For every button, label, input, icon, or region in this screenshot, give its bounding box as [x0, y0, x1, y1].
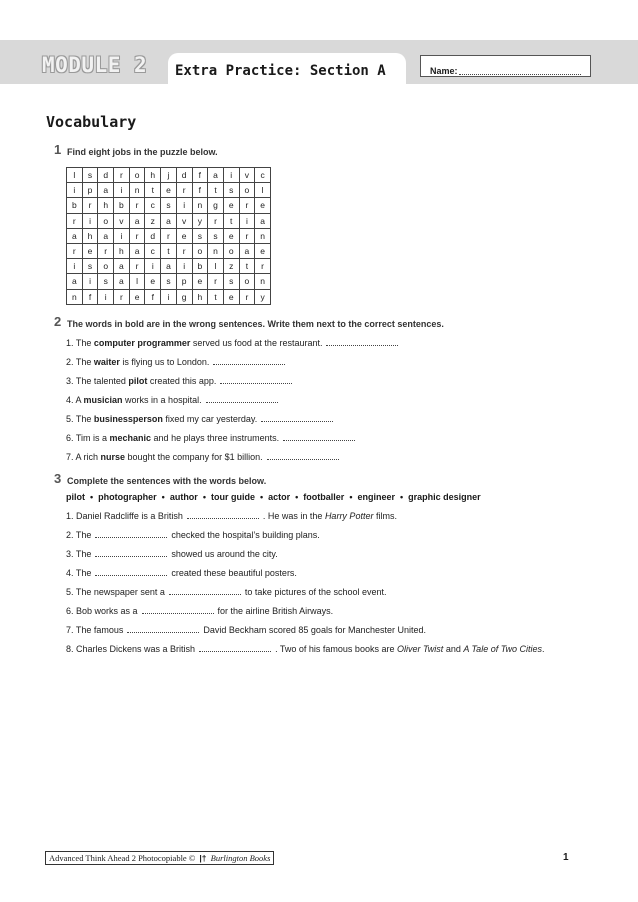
section-title: Extra Practice: Section A [175, 63, 386, 79]
grid-cell[interactable]: f [145, 289, 161, 304]
item-text: The [75, 549, 92, 559]
grid-cell[interactable]: v [176, 213, 192, 228]
item-text: films. [373, 511, 397, 521]
grid-cell[interactable]: a [67, 228, 83, 243]
grid-cell[interactable]: n [67, 289, 83, 304]
grid-cell[interactable]: s [82, 259, 98, 274]
item-text: The [75, 530, 92, 540]
grid-cell[interactable]: b [67, 198, 83, 213]
grid-row [67, 183, 271, 198]
grid-cell[interactable]: n [192, 198, 208, 213]
grid-cell[interactable]: a [129, 213, 145, 228]
word-bank-item: pilot [66, 492, 85, 502]
grid-cell[interactable]: f [192, 168, 208, 183]
exercise-3-item [66, 587, 387, 597]
grid-cell[interactable]: s [161, 198, 177, 213]
word-bank-item: footballer [303, 492, 345, 502]
grid-cell[interactable]: a [98, 228, 114, 243]
grid-cell[interactable]: r [208, 274, 224, 289]
item-text: The [75, 414, 94, 424]
item-text: The talented [75, 376, 129, 386]
grid-cell[interactable]: a [239, 243, 255, 258]
item-number: 1. [66, 338, 76, 348]
grid-cell[interactable]: t [208, 183, 224, 198]
grid-cell[interactable]: r [98, 243, 114, 258]
grid-cell[interactable]: d [176, 168, 192, 183]
grid-cell[interactable]: r [129, 198, 145, 213]
footer-copyright [45, 851, 274, 865]
grid-cell[interactable]: h [145, 168, 161, 183]
grid-cell[interactable]: i [98, 289, 114, 304]
grid-cell[interactable]: r [176, 183, 192, 198]
grid-cell[interactable]: e [129, 289, 145, 304]
grid-row [67, 168, 271, 183]
answer-blank[interactable] [199, 644, 271, 652]
grid-row [67, 259, 271, 274]
answer-blank[interactable] [220, 376, 292, 384]
answer-blank[interactable] [142, 606, 214, 614]
answer-blank[interactable] [206, 395, 278, 403]
exercise-3-item [66, 511, 397, 521]
grid-cell[interactable]: o [129, 168, 145, 183]
grid-cell[interactable]: e [82, 243, 98, 258]
item-text: Bob works as a [76, 606, 138, 616]
vocabulary-heading: Vocabulary [46, 113, 137, 131]
grid-cell[interactable]: l [255, 183, 271, 198]
item-text: created this app. [147, 376, 217, 386]
grid-cell[interactable]: e [223, 289, 239, 304]
bullet-separator: • [399, 492, 404, 502]
grid-cell[interactable]: i [82, 213, 98, 228]
grid-cell[interactable]: s [192, 228, 208, 243]
answer-blank[interactable] [127, 625, 199, 633]
grid-cell[interactable]: z [223, 259, 239, 274]
name-label: Name: [430, 66, 458, 76]
grid-row [67, 243, 271, 258]
grid-cell[interactable]: r [239, 198, 255, 213]
grid-cell[interactable]: a [114, 259, 130, 274]
grid-cell[interactable]: o [98, 213, 114, 228]
item-number: 5. [66, 414, 76, 424]
grid-cell[interactable]: p [82, 183, 98, 198]
grid-cell[interactable]: i [176, 198, 192, 213]
grid-cell[interactable]: l [67, 168, 83, 183]
grid-cell[interactable]: i [223, 168, 239, 183]
bullet-separator: • [295, 492, 299, 502]
item-number: 4. [66, 395, 76, 405]
grid-cell[interactable]: c [145, 198, 161, 213]
word-bank-item: tour guide [210, 492, 255, 502]
grid-cell[interactable]: o [239, 274, 255, 289]
grid-cell[interactable]: l [129, 274, 145, 289]
bold-word: mechanic [109, 433, 152, 443]
grid-cell[interactable]: r [208, 213, 224, 228]
grid-cell[interactable]: r [129, 228, 145, 243]
item-text: created these beautiful posters. [171, 568, 297, 578]
item-text: Charles Dickens was a British [76, 644, 196, 654]
item-text: A rich [75, 452, 101, 462]
grid-cell[interactable]: f [82, 289, 98, 304]
grid-cell[interactable]: t [208, 289, 224, 304]
grid-cell[interactable]: p [176, 274, 192, 289]
answer-blank[interactable] [283, 433, 355, 441]
grid-cell[interactable]: i [67, 183, 83, 198]
grid-cell[interactable]: r [255, 259, 271, 274]
exercise-3-item [66, 625, 426, 635]
grid-cell[interactable]: o [192, 243, 208, 258]
word-bank-item: engineer [357, 492, 395, 502]
answer-blank[interactable] [213, 357, 285, 365]
grid-cell[interactable]: e [192, 274, 208, 289]
answer-blank[interactable] [326, 338, 398, 346]
grid-cell[interactable]: i [114, 183, 130, 198]
bullet-separator: • [161, 492, 165, 502]
item-text: . Two of his famous books are [275, 644, 397, 654]
grid-cell[interactable]: i [67, 259, 83, 274]
grid-cell[interactable]: i [161, 289, 177, 304]
bullet-separator: • [90, 492, 94, 502]
grid-cell[interactable]: i [176, 259, 192, 274]
grid-cell[interactable]: i [82, 274, 98, 289]
bold-word: nurse [100, 452, 126, 462]
item-text: bought the company for $1 billion. [125, 452, 263, 462]
grid-cell[interactable]: r [114, 168, 130, 183]
answer-blank[interactable] [261, 414, 333, 422]
exercise-1-instruction: Find eight jobs in the puzzle below. [67, 147, 218, 157]
grid-cell[interactable]: v [239, 168, 255, 183]
grid-cell[interactable]: s [82, 168, 98, 183]
item-text: Daniel Radcliffe is a British [76, 511, 183, 521]
grid-cell[interactable]: e [223, 198, 239, 213]
italic-title: A Tale of Two Cities [463, 644, 543, 654]
grid-row [67, 289, 271, 304]
item-number: 2. [66, 357, 76, 367]
exercise-2-item [66, 452, 343, 462]
italic-title: Oliver Twist [396, 644, 444, 654]
grid-cell[interactable]: e [255, 243, 271, 258]
grid-cell[interactable]: o [223, 243, 239, 258]
grid-cell[interactable]: o [239, 183, 255, 198]
word-bank-item: photographer [98, 492, 157, 502]
grid-cell[interactable]: g [176, 289, 192, 304]
grid-cell[interactable]: y [192, 213, 208, 228]
grid-cell[interactable]: c [255, 168, 271, 183]
grid-cell[interactable]: r [82, 198, 98, 213]
item-number: 5. [66, 587, 76, 597]
grid-cell[interactable]: i [114, 228, 130, 243]
item-text: . [542, 644, 545, 654]
grid-cell[interactable]: i [239, 213, 255, 228]
item-number: 7. [66, 625, 76, 635]
item-text: fixed my car yesterday. [162, 414, 258, 424]
grid-cell[interactable]: r [129, 259, 145, 274]
exercise-3-instruction: Complete the sentences with the words below. [67, 476, 267, 486]
bullet-separator: • [259, 492, 264, 502]
exercise-3-number: 3 [54, 471, 62, 486]
exercise-2-item [66, 433, 359, 443]
item-text: and he plays three instruments. [151, 433, 280, 443]
exercise-2-item [66, 414, 337, 424]
bold-word: musician [83, 395, 123, 405]
grid-cell[interactable]: s [208, 228, 224, 243]
exercise-3-item [66, 644, 545, 654]
grid-cell[interactable]: e [223, 228, 239, 243]
grid-cell[interactable]: t [145, 183, 161, 198]
grid-cell[interactable]: n [255, 274, 271, 289]
grid-cell[interactable]: t [223, 213, 239, 228]
item-text: works in a hospital. [122, 395, 202, 405]
grid-cell[interactable]: e [255, 198, 271, 213]
item-text: The [75, 338, 94, 348]
exercise-3-item [66, 606, 333, 616]
grid-cell[interactable]: n [255, 228, 271, 243]
item-text: David Beckham scored 85 goals for Manchester United. [203, 625, 426, 635]
answer-blank[interactable] [187, 511, 259, 519]
grid-cell[interactable]: a [114, 274, 130, 289]
grid-cell[interactable]: g [208, 198, 224, 213]
italic-title: Harry Potter [324, 511, 374, 521]
answer-blank[interactable] [169, 587, 241, 595]
grid-cell[interactable]: r [161, 228, 177, 243]
grid-cell[interactable]: r [239, 228, 255, 243]
grid-cell[interactable]: r [114, 289, 130, 304]
exercise-2-number: 2 [54, 314, 62, 329]
answer-blank[interactable] [267, 452, 339, 460]
footer-publisher: Burlington Books [210, 853, 271, 863]
grid-cell[interactable]: n [208, 243, 224, 258]
grid-cell[interactable]: t [161, 243, 177, 258]
grid-cell[interactable]: h [98, 198, 114, 213]
grid-cell[interactable]: a [161, 259, 177, 274]
grid-cell[interactable]: n [129, 183, 145, 198]
grid-cell[interactable]: a [98, 183, 114, 198]
grid-cell[interactable]: d [98, 168, 114, 183]
exercise-3-item [66, 549, 278, 559]
grid-cell[interactable]: b [114, 198, 130, 213]
grid-cell[interactable]: a [161, 213, 177, 228]
item-number: 2. [66, 530, 76, 540]
item-text: The famous [75, 625, 124, 635]
exercise-2-instruction: The words in bold are in the wrong sentences. Write them next to the correct sentences. [67, 319, 444, 329]
item-text: for the airline British Airways. [217, 606, 334, 616]
item-number: 7. [66, 452, 76, 462]
grid-cell[interactable]: d [145, 228, 161, 243]
grid-cell[interactable]: e [145, 274, 161, 289]
grid-cell[interactable]: b [192, 259, 208, 274]
grid-cell[interactable]: a [129, 243, 145, 258]
bold-word: businessperson [93, 414, 163, 424]
exercise-2-item [66, 395, 282, 405]
name-input-line[interactable] [459, 74, 581, 75]
bullet-separator: • [349, 492, 353, 502]
grid-cell[interactable]: v [114, 213, 130, 228]
exercise-3-item [66, 568, 297, 578]
grid-cell[interactable]: j [161, 168, 177, 183]
bold-word: computer programmer [93, 338, 191, 348]
item-text: The [75, 568, 92, 578]
grid-cell[interactable]: s [98, 274, 114, 289]
grid-row [67, 198, 271, 213]
item-number: 3. [66, 549, 76, 559]
item-text: A [75, 395, 84, 405]
bold-word: waiter [93, 357, 120, 367]
word-search-grid [66, 167, 271, 305]
burlington-logo-icon: |† [199, 853, 207, 863]
grid-cell[interactable]: s [223, 274, 239, 289]
item-text: checked the hospital’s building plans. [171, 530, 320, 540]
item-text: to take pictures of the school event. [244, 587, 387, 597]
bold-word: pilot [128, 376, 148, 386]
answer-blank[interactable] [95, 568, 167, 576]
item-text: Tim is a [75, 433, 110, 443]
footer-text: Advanced Think Ahead 2 Photocopiable © [49, 853, 196, 863]
word-bank-item: actor [268, 492, 291, 502]
word-bank-item: author [169, 492, 198, 502]
exercise-1-number: 1 [54, 142, 62, 157]
grid-cell[interactable]: t [239, 259, 255, 274]
grid-cell[interactable]: c [145, 243, 161, 258]
item-number: 4. [66, 568, 76, 578]
grid-cell[interactable]: o [98, 259, 114, 274]
page-number: 1 [563, 852, 569, 863]
grid-cell[interactable]: h [114, 243, 130, 258]
grid-cell[interactable]: e [161, 183, 177, 198]
exercise-2-item [66, 376, 296, 386]
item-text: The [75, 357, 94, 367]
grid-cell[interactable]: h [82, 228, 98, 243]
item-number: 8. [66, 644, 77, 654]
grid-cell[interactable]: h [192, 289, 208, 304]
grid-cell[interactable]: y [255, 289, 271, 304]
grid-cell[interactable]: r [239, 289, 255, 304]
grid-cell[interactable]: r [67, 213, 83, 228]
item-text: served us food at the restaurant. [190, 338, 323, 348]
item-number: 6. [66, 433, 76, 443]
exercise-2-item [66, 338, 402, 348]
item-text: and [443, 644, 464, 654]
grid-row [67, 228, 271, 243]
grid-cell[interactable]: a [208, 168, 224, 183]
grid-cell[interactable]: s [161, 274, 177, 289]
grid-row [67, 274, 271, 289]
word-bank-item: graphic designer [408, 492, 481, 502]
module-title: MODULE 2 [42, 53, 148, 77]
answer-blank[interactable] [95, 530, 167, 538]
grid-cell[interactable]: z [145, 213, 161, 228]
item-number: 1. [66, 511, 77, 521]
grid-cell[interactable]: r [67, 243, 83, 258]
grid-cell[interactable]: a [255, 213, 271, 228]
exercise-2-item [66, 357, 289, 367]
grid-cell[interactable]: a [67, 274, 83, 289]
grid-cell[interactable]: f [192, 183, 208, 198]
item-text: showed us around the city. [171, 549, 278, 559]
word-bank [66, 492, 481, 502]
grid-cell[interactable]: r [176, 243, 192, 258]
grid-row [67, 213, 271, 228]
item-number: 6. [66, 606, 77, 616]
grid-cell[interactable]: i [145, 259, 161, 274]
grid-cell[interactable]: l [208, 259, 224, 274]
item-number: 3. [66, 376, 76, 386]
grid-cell[interactable]: e [176, 228, 192, 243]
exercise-3-item [66, 530, 320, 540]
answer-blank[interactable] [95, 549, 167, 557]
bullet-separator: • [202, 492, 206, 502]
item-text: . He was in the [262, 511, 325, 521]
item-text: is flying us to London. [119, 357, 210, 367]
grid-cell[interactable]: s [223, 183, 239, 198]
item-text: The newspaper sent a [75, 587, 165, 597]
